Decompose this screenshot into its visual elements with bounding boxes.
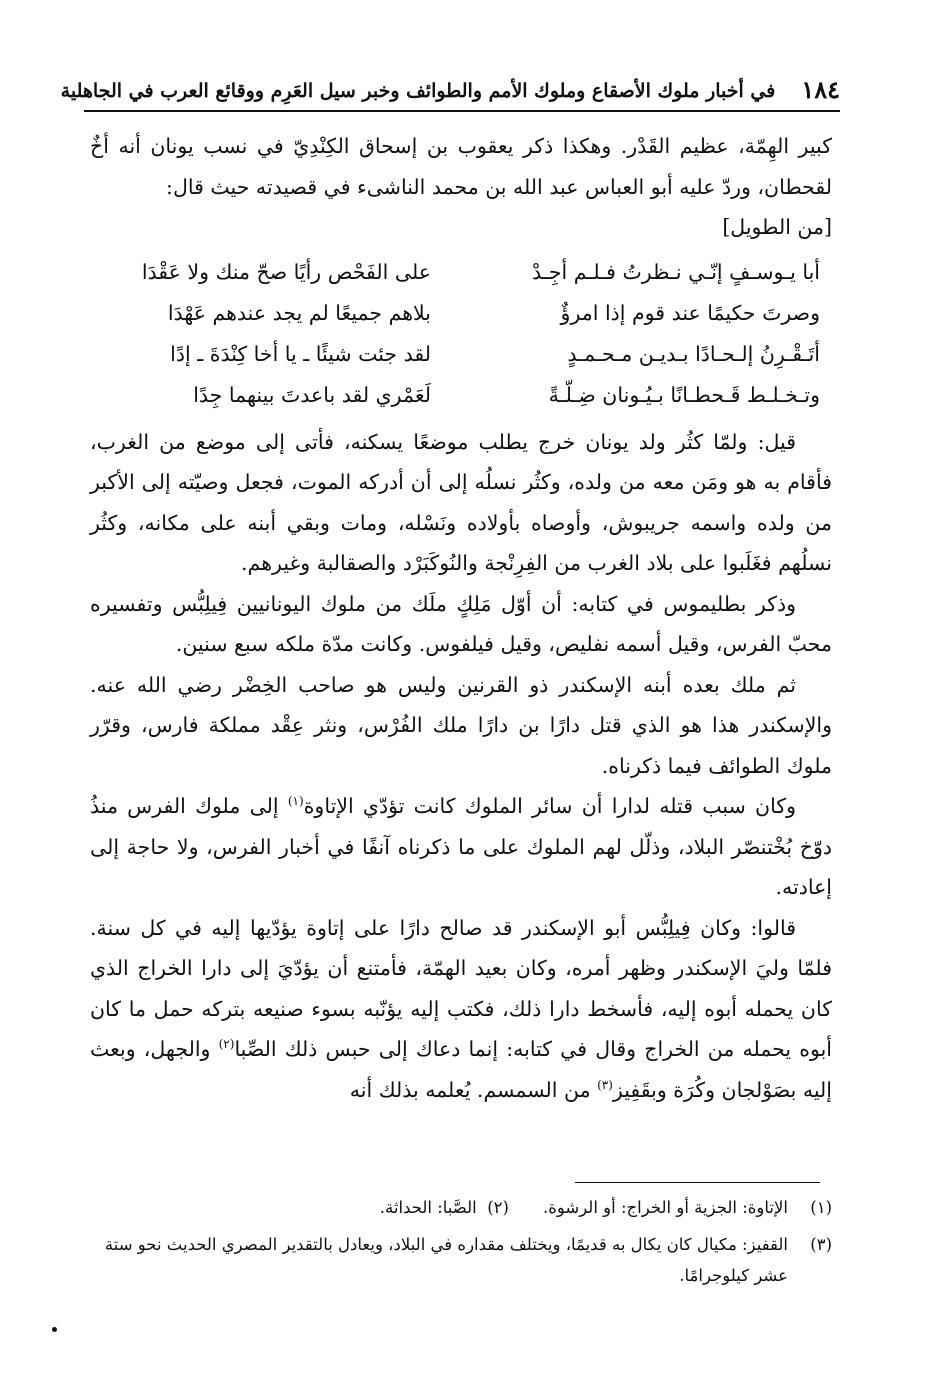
running-title: في أخبار ملوك الأصقاع وملوك الأمم والطوائف وخبر سيل العَرِم ووقائع العرب في الجاهلية <box>60 80 776 102</box>
footnote-3-text: القفيز: مكيال كان يكال به قديمًا، ويختلف مقداره في البلاد، ويعادل بالتقدير المصري الحديث نحو ستة عشر كيلوجرامًا. <box>104 1235 788 1285</box>
paragraph-1: كبير الهِمّة، عظيم القَدْر. وهكذا ذكر يعقوب بن إسحاق الكِنْدِيّ في نسب يونان أنه أخٌ لقحطان، وردّ عليه أبو العباس عبد الله بن محمد الناشىء في قصيدته حيث قال: <box>90 134 832 199</box>
paragraph-3: وذكر بطليموس في كتابه: أن أوّل مَلِكٍ ملَك من ملوك اليونانيين فِيلِبُّس وتفسيره محبّ الفرس، وقيل أسمه نفليص، وقيل فيلفوس. وكانت مدّة ملكه سبع سنين. <box>90 591 832 656</box>
paragraph-5-part-1: وكان سبب قتله لدارا أن سائر الملوك كانت تؤدّي الإتاوة <box>303 794 796 818</box>
page-number: ١٨٤ <box>801 75 840 104</box>
footnote-ref-3: (٣) <box>597 1077 613 1092</box>
poem-verse-4-second: لَعَمْري لقد باعدتَ بينهما جِدًا <box>193 382 431 407</box>
paragraph-6-part-2: والجهل، وبعث إليه بصَوْلجان وكُرَة وبقَفِيز <box>90 1037 832 1102</box>
paragraph-4: ثم ملك بعده أبنه الإسكندر ذو القرنين وليس هو صاحب الخِضْر رضي الله عنه. والإسكندر هذا هو الذي قتل دارًا بن دارًا ملك الفُرْس، ونثر عِقْد مملكة فارس، وقرّر ملوك الطوائف فيما ذكرناه. <box>90 672 832 778</box>
page-header <box>60 66 840 112</box>
poem-verse-3-second: لقد جئت شيئًا ـ يا أخا كِنْدَةَ ـ إدًا <box>170 341 431 366</box>
poem-verse-4-first: وتـخـلـط قَـحطـانًا بـيُـونان ضِـلّـةً <box>548 382 820 407</box>
footnote-2-number: (٢) <box>487 1198 509 1217</box>
footnote-ref-2: (٢) <box>218 1037 235 1052</box>
paragraph-5 <box>90 786 832 908</box>
paragraph-6 <box>90 908 832 1111</box>
poem-verse-1-first: أبا يـوسـفٍ إنّـي نـظرتُ فـلـم أجِـدْ <box>532 259 820 284</box>
footnote-1-number: (١) <box>810 1198 832 1217</box>
poem-meter: [من الطويل] <box>722 215 832 239</box>
footnote-3-number: (٣) <box>810 1235 832 1254</box>
paragraph-6-part-3: من السمسم. يُعلمه بذلك أنه <box>349 1077 598 1102</box>
poem-verse-3-first: أتَـقْـرِنُ إلـحـادًا بـديـن مـحـمـدٍ <box>567 341 820 366</box>
paragraph-6-part-1: قالوا: وكان فِيلِبُّس أبو الإسكندر قد صالح دارًا على إتاوة يؤدّيها إليه في كل سنة. فلمّا وليَ الإسكندر وظهر أمره، وكان بعيد الهمّة، فأمتنع أن يؤدّيَ إلى دارا الخراج الذي كان يحمله أبوه إليه، فأسخط دارا ذلك، فكتب إليه يؤنّبه بسوء صنيعه بتركه حمل ما كان أبوه يحمله من الخراج وقال في كتابه: إنما دعاك إلى حبس ذلك الصِّبا <box>90 915 832 1061</box>
footnote-line-3 <box>70 1229 832 1291</box>
poem-verse-1-second: على الفَحْص رأيًا صحّ منك ولا عَقْدَا <box>141 259 431 284</box>
poem-verse-2-first: وصرتَ حكيمًا عند قوم إذا امرؤٌ <box>560 300 820 325</box>
main-text <box>90 126 832 1110</box>
footnote-line-1 <box>70 1192 832 1223</box>
footnote-ref-1: (١) <box>287 794 304 809</box>
poem-verse-2-second: بلاهم جميعًا لم يجد عندهم عَهْدَا <box>167 300 431 325</box>
page-mark-dot <box>52 1327 57 1332</box>
paragraph-2: قيل: ولمّا كثُر ولد يونان خرج يطلب موضعًا يسكنه، فأتى إلى موضع من الغرب، فأقام به هو ومَن معه من ولده، وكثُر نسلُه إلى أن أدركه الموت، فجعل وصيّته إلى الأكبر من ولده واسمه جريبوش، وأوصاه بأولاده ونَسْله، ومات وبقي أبنه على مكانه، وكثُر نسلُهم فغَلَبوا على بلاد الغرب من الفِرِنْجة والنُوكَبَرْد والصقالبة وغيرهم. <box>90 429 832 575</box>
poem <box>90 252 832 416</box>
footnotes <box>70 1192 832 1291</box>
footnote-1-text: الإتاوة: الجزية أو الخراج: أو الرشوة. <box>542 1198 788 1217</box>
footnote-2-text: الصَّبا: الحداثة. <box>379 1198 477 1217</box>
footnote-separator <box>575 1182 820 1183</box>
paragraph-5-part-2: إلى ملوك الفرس منذُ دوّخ بُخْتنصّر البلاد، وذلّل لهم الملوك على ما ذكرناه آنفًا في أخبار الفرس، ولا حاجة إلى إعادته. <box>90 794 832 899</box>
